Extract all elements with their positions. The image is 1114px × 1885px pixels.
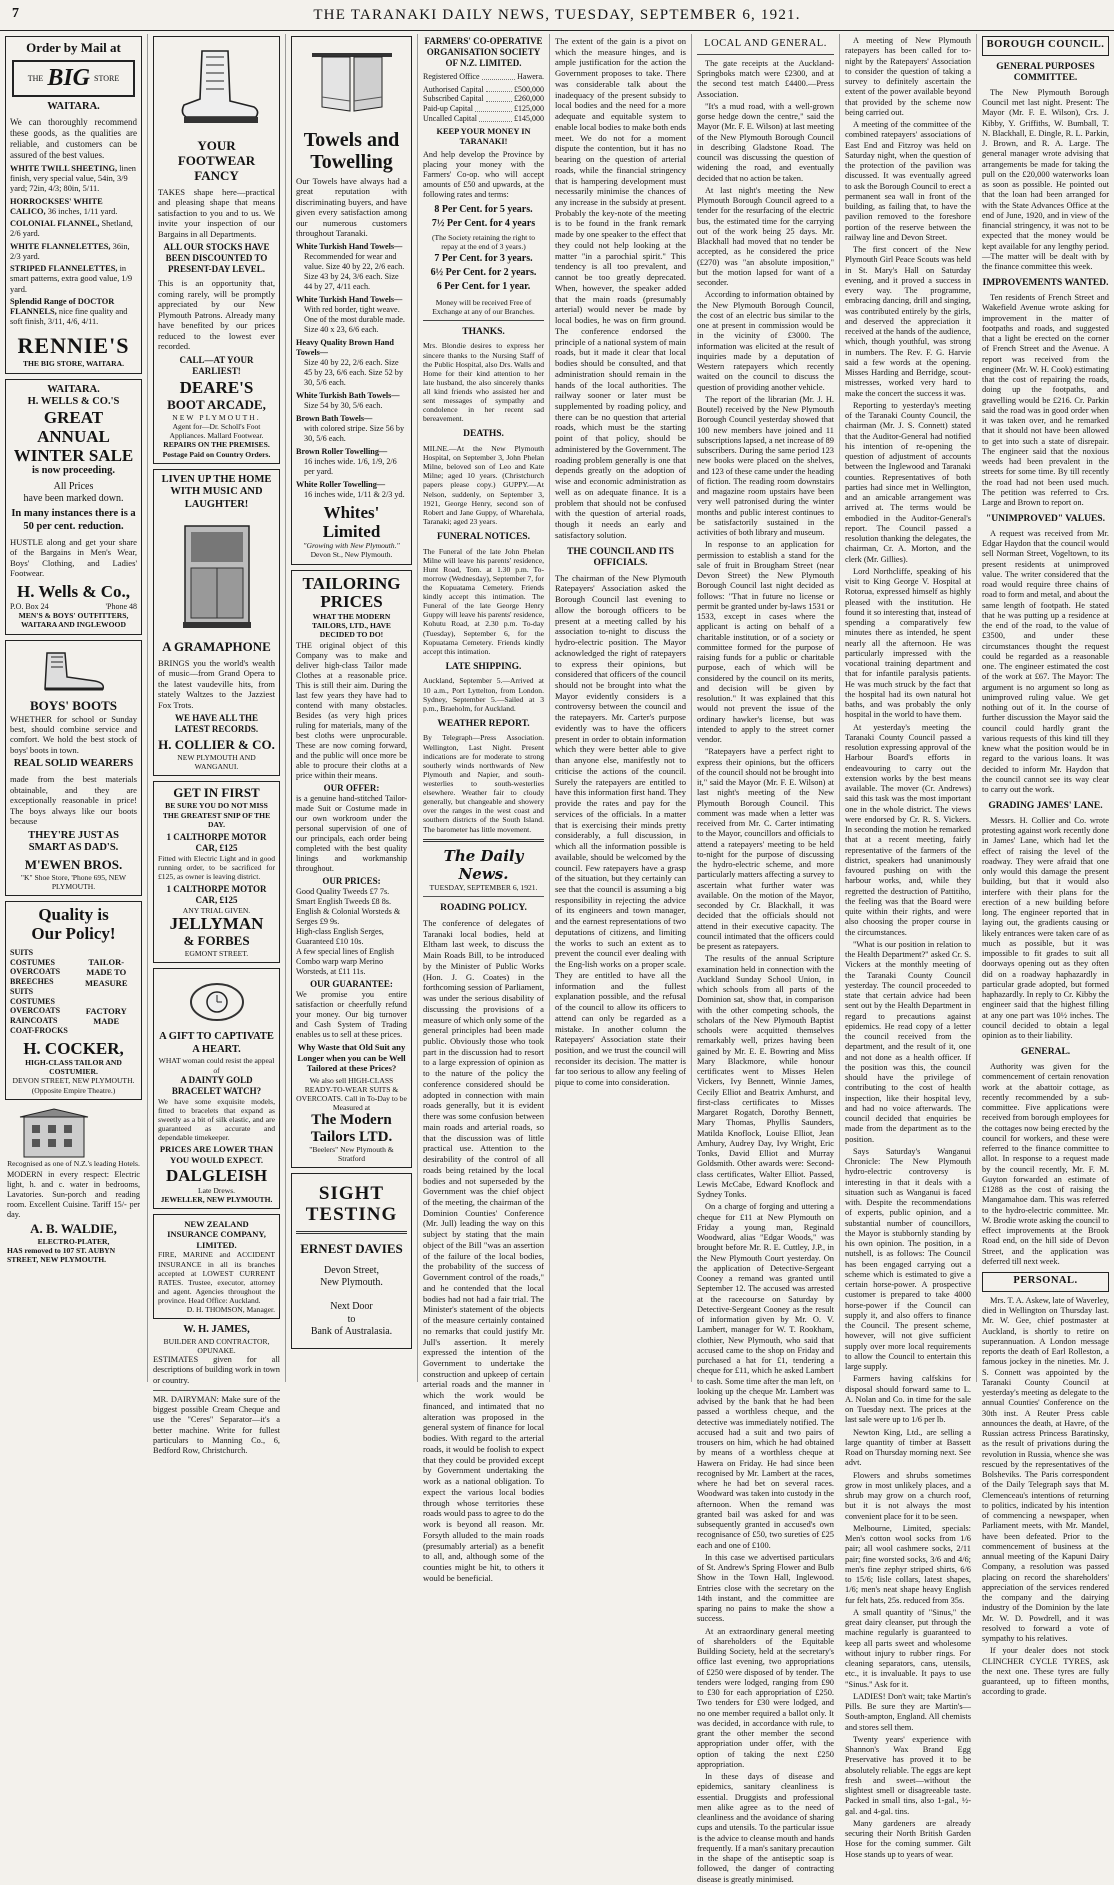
wells-contact [10,602,137,612]
editorial-masthead: The Daily News. [443,846,524,883]
item-name: COLONIAL FLANNEL, [10,219,102,229]
item-name: Heavy Quality Brown Hand Towels— [296,337,394,357]
list-item [296,338,407,388]
boots-body2: made from the best materials obtainable, and they are exceptionally reasonable in price! The boys always like our boots because [10,774,137,827]
list-item [296,414,407,444]
gramophone-cabinet-icon [167,516,267,636]
column-8 [977,34,1114,1697]
davies-name: ERNEST DAVIES [300,1241,403,1256]
jelly-item1d: Fitted with Electric Light and in good running order, to be sacrificed for £125, as owner is leaving district. [158,853,275,881]
news-paragraph: At yesterday's meeting the Taranaki County Council passed a resolution expressing approval of the Harbour Board's efforts in endeavouring to carry out the extension works by the best means available. The mover (Cr. Andrews) said this task was the most important one in the whole district. The views were endorsed by Cr. R. S. Vickers. In seconding the motion he remarked that at a recent meeting, fairly representative of the farmers of the district, speakers had unanimously favoured pushing on with the harbour works, and, while they regretted the destruction of Pattitiho, the feeling was that the Board were quite within their rights, and were also choosing the proper course in the circumstances. [845,722,971,937]
wells-phone: 'Phone 48 [105,601,137,611]
gift-item: A DAINTY GOLD BRACELET WATCH? [171,1074,262,1096]
coop-capital-list [423,85,544,124]
list-item [10,164,137,195]
news-paragraph: On a charge of forging and uttering a cheque for £11 at New Plymouth on Friday a young man, Reginald Woodward, alias "Edgar Woods," was brought before Mr. R. E. Cuttley, J.P., in the New Plymouth Court yesterday. On the application of Detective-Sergeant Cooney a remand was granted until September 12. The accused was arrested at the racecourse on Saturday by Detective-Sergeant Cooney as the result of information given by Mr. O. V. Lambert, manager for W. T. Rookham, clothier, New Plymouth, who said that accused came to the shop on Friday and purchased a hat for £1, tendering a cheque for £11, which he asked Lambert to cash. Some time after the man left, on looking up the cheque Mr. Lambert was advised by the bank that he had been passed a worthless cheque, and the detective was immediately notified. The accused had a suit and two pairs of trousers on him, which he had obtained by means of a worthless cheque at Hawera on Friday. He had since been recognised by Mr. Lambert at the races, where he had bet on several races. Woodward was taken into custody in the afternoon. When the remand was granted bail was asked for and was subsequently granted in accused's own recognisance of £50, two sureties of £25 each and one of £100. [697,1202,834,1550]
davies-to: to [347,1313,356,1325]
davies-ad [291,1173,412,1349]
gp-committee-body: The New Plymouth Borough Council met last night. Present: The Mayor (Mr. F. E. Wilson), Crs. J. Kibby, Y. Griffiths, W. Bumball, T. N. Blackhall, E. Dingle, R. L. Parkin, J. Brown, and R. A. Large. The general manager wrote advising that arrangements be made for taking the pull on the £20,000 waterworks loan as soon as possible. He pointed out that the loan had been arranged for with the State Advances Office at the end of June, 1920, and in view of the financial stringency, it was not to be expected that the money would be kept available for any lengthy period.—The matter will be dealt with by the finance committee this week. [982,87,1109,272]
item-name: White Turkish Hand Towels— [296,241,403,251]
news-paragraph: Twenty years' experience with Shannon's Wax Brand Egg Preservative has proved it to be absolutely reliable. The eggs are kept fresh and sweet—without the slightest smell or disagreeable taste. Packed in small tins, also 1-gal., ½-gal. and 4-gal. tins. [845,1734,971,1816]
item-name: White Turkish Bath Towels— [296,390,400,400]
gift-body: WHAT woman could resist the appeal of [158,1056,275,1075]
james-name: W. H. JAMES, [183,1324,250,1336]
list-item: SUITS [10,986,34,996]
news-paragraph: "It's a mud road, with a well-grown gorse hedge down the centre," said the Mayor (Mr. F. E. Wilson) at last meeting of the New Plymouth Borough Council in describing Gladstone Road. The council was discussing the question of widening the road, and eventually decided that no action be taken. [697,101,834,183]
jellyman-name: JELLYMAN [169,914,264,934]
sight-head: SIGHT [318,1183,385,1205]
column-5 [550,34,692,1382]
personal-body: Mrs. T. A. Askew, late of Waverley, died in Wellington on Thursday last. Mr. W. Gee, chief postmaster at Auckland, is shortly to retire on superannuation. A London message reports the death of Earl Rolleston, a famous jockey in the nineties. Mr. J. S. Connett was appointed by the Taranaki County Council at yesterday's meeting as delegate to the annual Counties' Conference on the 30th inst. A Reuter Press cable announces the death, at Havre, of the Russian actress Princess Baratinsky, as the result of privations during the revolution in Russia, whence she was rescued by the representatives of the Bolsheviks. The Paris correspondent of the Daily Telegraph says that M. Clemenceau's intentions of returning to politics, indicated by his intention of commencing a newspaper, when Parliament meets, with Mr. Mandel, have been defeated. Prior to the commencement of business at the annual meeting of the Kapuni Dairy Company, a resolution was passed placing on record the shareholders' appreciation of the services rendered the company and the dairying industry of the Dominion by the late Mr. W. D. Powdrell, and it was resolved to forward a vote of sympathy to his relatives. [982,1295,1109,1644]
thanks-body: Mrs. Blondie desires to express her sincere thanks to the Nursing Staff of the Public Hospital, also Drs. Walls and Home for their kind attention to her late husband, the also sincerely thanks all kind friends who assisted her and sent messages of sympathy and condolence in her recent sad bereavement. [423,341,544,424]
weather-head: WEATHER REPORT. [437,718,530,729]
general-body: Authority was given for the commencement of certain renovation work at the abattoir cottage, as recently recommended by a sub-committee. Five applications were received from borough employees for the cottages now being erected by the council for workers, and these were referred to the finance committee to allot. In response to a request made by the council recently, Mr. F. M. Guyton forwarded an estimate of £1288 as the cost of raising the Mangamahoe dam. This was referred to the hydro-electric committee. Mr. W. Brodie wrote asking the council to effect improvements at the Brook Road end, on the hill side of Devon Street, and the application was deferred till next week. [982,1062,1109,1266]
waldie-name: A. B. WALDIE, [30,1220,117,1236]
list-item [296,480,407,500]
nzins-mgr: D. H. THOMSON, Manager. [186,1305,275,1315]
capital-label: Uncalled Capital [423,113,477,123]
deaths-body: MILNE.—At the New Plymouth Hospital, on September 3, John Phelan Milne, beloved son of Leo and Kate Milne; aged 10 years. (Christchurch papers please copy.) GUPPY.—At Nelson, suddenly, on September 3, 1921, George Henry, second son of Robert and Jane Guppy, of Wharehala, Taranaki; aged 23 years. [423,443,544,526]
news-paragraph: At an extraordinary general meeting of shareholders of the Equitable Building Society, held at the secretary's office last evening, two appropriations of £250 were disposed of by tender. The tenders were lodged, ranging from £90 to £30 for each appropriation of £250. Two tenders for £30 were lodged, and no one member required a ballot only. It was decided, in accordance with rule, to grant the other member the second appropriation under offer, with the option of taking the next £250 appropriation. [697,1626,834,1769]
item-detail: 36 inches, 1/11 yard. [47,206,118,216]
shipping-body: Auckland, September 5.—Arrived at 10 a.m., Port Lyttelton, from London. Sydney, September 5.—Sailed at 3 p.m., Braeholm, for Auckland. [423,676,544,713]
column-6 [692,34,840,1884]
james-lane-body: Messrs. H. Collier and Co. wrote protesting against work recently done in James' Lane, which had let the effect of raising the level of the roadway. They were afraid that one only would this damage the present building, but that it would also interfere with their plans for the erection of a new building before long. The engineer reported that in laying out, the gradients causing or likely entrances were taken care of as much as possible, but it was impossible to fit grades to suit all doorways opening out as they often did on a roadway haphazardly in particular grade adopted, but formed haphazardly. In reply to Cr. Kibby the engineer said that the highest filling at any one part was 10½ inches. The council decided to obtain a legal opinion as to their liability. [982,815,1109,1041]
coop-keep: KEEP YOUR MONEY IN TARANAKI! [436,126,531,146]
rate-item: (The Society retaining the right to repay at the end of 3 years.) [431,232,536,251]
clincher-notice: If your dealer does not stock CLINCHER CYCLE TYRES, ask the next one. These tyres are fully guaranteed, up to fifteen months, according to grade. [982,1646,1109,1697]
item-detail: in smart patterns, extra good value, 1/9 yard. [10,264,133,294]
leader-dots [486,94,512,102]
tailors-q: Why Waste that Old Suit any Longer when you can be Well Tailored at these Prices? [297,1042,406,1074]
modern-tailors-ad [291,570,412,1169]
item-detail: With red border, tight weave. One of the most durable made. Size 40 x 23, 6/6 each. [304,304,405,334]
wells-l1b: MEN'S & BOYS' OUTFITTERS, [18,611,129,621]
list-item [296,447,407,477]
capital-row [423,104,544,114]
unimproved-body: A request was received from Mr. Edgar Haydon that the council would sell Norman Street, Vogeltown, to its present residents at unimproved value. The writer considered that the road would require three chains of road to form and metal, and about the same length of footpath. He stated that he was putting up a residence at the end of the road, to the value of £3500, and under these circumstances thought the request could be regarded as a reasonable one. The engineer estimated the cost of the work at £67. The Mayor: The argument is no argument so long as unimproved ruling value. We get nothing out of it. In the course of further discussion the Mayor said the council could hardly grant the various requests of this kind till they knew what the position would be in regard to the various loans. It was decided to inform Mr. Haydon that the council cannot see its way clear to carry out the work. [982,528,1109,795]
borough-council-head: BOROUGH COUNCIL. [982,36,1109,56]
news-paragraph: Melbourne, Limited, specials: Men's cotton wool socks from 1/6 pair; all wool cashmere socks, 2/11 pair; fine worsted socks, 3/6 and 4/6; men's fine zephyr striped shirts, 6/6 to 15/6; lisle collars, latest shapes, 1/6; men's neat shape heavy English fur felt hats, 25s. reduced from 35s. [845,1523,971,1605]
item-detail: with colored stripe. Size 56 by 30, 5/6 each. [304,423,405,443]
wells-sale-ad [5,379,142,635]
roading-policy-head: ROADING POLICY. [440,903,527,914]
coop-foot: Money will be received Free of Exchange at any of our Branches. [432,297,535,316]
mewen-addr: "K" Shoe Store, 'Phone 695, NEW PLYMOUTH. [20,873,127,892]
wells-l3: have been marked down. [23,493,124,505]
hotel-building-icon [14,1107,134,1159]
james-sub: BUILDER AND CONTRACTOR, [163,1336,270,1346]
page-corner-mark: 7 [12,6,19,21]
cocker-addr: DEVON STREET, NEW PLYMOUTH. [12,1076,135,1086]
list-item: RAINCOATS [10,1016,58,1026]
tailors-also: We also sell HIGH-CLASS READY-TO-WEAR SUITS & OVERCOATS. Call in To-Day to be Measured at [296,1075,407,1112]
mewen-firm: M'EWEN BROS. [24,857,123,873]
item-name: Splendid Range of DOCTOR FLANNELS, [10,296,115,317]
towels-body: Our Towels have always had a great reputation with discriminating buyers, and have given every satisfaction among our numerous customers throughout Taranaki. [296,176,407,239]
wells-l2b: WAITARA AND INGLEWOOD [21,620,126,630]
council-officials-head: THE COUNCIL AND ITS OFFICIALS. [567,546,674,569]
capital-row [423,85,544,95]
get-in-first: GET IN FIRST [173,785,260,801]
forbes-name: & FORBES [183,932,250,948]
whites-tag: "Growing with New Plymouth." [303,541,400,551]
list-item: OVERCOATS [10,1006,61,1016]
unimproved-head: "UNIMPROVED" VALUES. [986,514,1105,525]
coop-head: FARMERS' CO-OPERATIVE ORGANISATION SOCIETY OF N.Z. LIMITED. [424,36,543,68]
boys-boots-head: BOYS' BOOTS [29,697,118,713]
wells-body: HUSTLE along and get your share of the Bargains in Men's Wear, Boys' Clothing, and Ladies' Footwear. [10,536,137,579]
wells-box: P.O. Box 24 [10,601,49,611]
coop-reg-label: Registered Office [423,71,480,81]
boots-head2: REAL SOLID WEARERS [13,758,134,770]
big-store-ad [5,36,142,374]
column-7 [840,34,977,1859]
towel-items [296,242,407,500]
boot-icon [39,649,109,695]
cocker-addr2: (Opposite Empire Theatre.) [31,1085,116,1095]
davies-bank: Bank of Australasia. [310,1325,393,1337]
whites-addr: Devon St., New Plymouth. [310,550,393,560]
big-store-logo [12,60,135,97]
davies-addr1: Devon Street, [324,1264,379,1276]
improvements-head: IMPROVEMENTS WANTED. [982,278,1109,289]
quality-is: Quality is [38,905,109,925]
news-paragraph: According to information obtained by the New Plymouth Borough Council, the cost of an electric bus similar to the one at present in commission would be in the vicinity of £3000. The information was elicited at the result of inquiries made by a deputation of Western ratepayers which recently waited on the council to discuss the question of providing another vehicle. [697,290,834,392]
boots-body: WHETHER for school or Sunday best, should combine service and comfort. We hold the best stock of boys' boots in town. [10,713,137,755]
deares-repairs: REPAIRS ON THE PREMISES. Postage Paid on Country Orders. [162,440,271,459]
collier-town: NEW PLYMOUTH AND WANGANUI. [177,753,256,772]
rate-item: 7½ Per Cent. for 4 years [431,218,536,230]
offer-body: is a genuine hand-stitched Tailor-made Suit or Costume made in our own workroom under the personal supervision of one of our principals, each order being completed with the best quality linings and workmanship throughout. [296,794,407,874]
masthead-title: THE TARANAKI DAILY NEWS, TUESDAY, SEPTEMBER 6, 1921. [313,7,801,23]
cocker-left-list [10,948,72,1036]
capital-value: £260,000 [514,94,544,104]
item-name: Brown Roller Towelling— [296,446,388,456]
gift-body2: We have some exquisite models, fitted to bracelets that expand as sweetly as a bit of silk elastic, and are guaranteed as accurate and dependable timekeeper. [158,1096,275,1142]
gramophone-head: A GRAMAPHONE [162,639,271,655]
news-paragraph: The first concert of the New Plymouth Girl Peace Scouts was held in St. Mary's Hall on Saturday evening, and it proved a success in every way. The programme, embracing dancing, drill and singing, was contributed entirely by the girls, and deserved the appreciation it received at the hands of the audience, which, though youthful, was strong in numbers. The Rev. F. G. Harvie said a few words at the opening. Misses Harding and Berridge, scout-mistresses, worked very hard to make the concert the success it was. [845,245,971,398]
james-ad [153,1324,280,1456]
deares-town: NEW PLYMOUTH. [172,413,261,423]
logo-big: BIG [47,64,91,91]
wells-l4: In many instances there is a 50 per cent. reduction. [11,508,136,533]
whites-name: Whites' Limited [322,502,381,541]
item-name: WHITE FLANNELETTES, [10,241,113,251]
list-item [296,391,407,411]
waldie-sub: ELECTRO-PLATER, [37,1236,110,1246]
shipping-head: LATE SHIPPING. [445,661,522,672]
weather-body: By Telegraph—Press Association. Wellington, Last Night. Present indications are for moderate to strong southerly winds northwards of New Plymouth and Napier, and south-westerlies to south-westerlies elsewhere. Weather fair to cloudy generally, but changeable and showery over the ranges in the west coast and southern districts of the South Island. The barometer has little movement. [423,733,544,834]
column-1 [0,34,148,1382]
deaths-head: DEATHS. [463,429,504,440]
news-paragraph: The report of the librarian (Mr. J. H. Boutel) received by the New Plymouth Borough Council yesterday showed that 100 new members have joined and 11 subscriptions lapsed, a net increase of 89 subscribers. During the same period 123 new books were placed on the shelves, and 123 of these came under the heading of fiction. The reading room downstairs and magazine room upstairs have been very well patronised during the winter months and public interest continues to be satisfactorily sustained in the activities of both library and museum. [697,394,834,538]
james-lane-head: GRADING JAMES' LANE. [988,801,1103,812]
liven-up: LIVEN UP THE HOME [161,473,272,485]
item-name: HORROCKSES' WHITE CALICO, [10,196,103,216]
coop-ad [423,36,544,321]
list-item [10,297,137,328]
tailoring-head: TAILORING [302,573,401,593]
collier-ad [153,469,280,777]
testing-head: TESTING [305,1204,398,1226]
price-1: Good Quality Tweeds £7 7s. [296,887,390,897]
personal-head: PERSONAL. [982,1272,1109,1292]
news-paragraph: Farmers having calfskins for disposal should forward same to L. A. Nolan and Co. in time for the sale on Tuesday next. The prices at the last sale were up to 1/6 per lb. [845,1374,971,1425]
big-store-town: WAITARA. [47,101,100,113]
local-general-continued [845,36,971,1860]
fancy-body2: This is an opportunity that, coming rarely, will be promptly appreciated by our New Plymouth Patrons. Already many have benefited by our prices reduced to the lowest ever recorded. [158,278,275,352]
item-detail: Recommended for wear and value. Size 40 by 22, 2/6 each. Size 43 by 24, 3/6 each. Size 44 by 27, 4/11 each. [304,251,405,291]
boot-arcade: BOOT ARCADE, [167,397,266,413]
price-3: English & Colonial Worsteds & Serges £9 9s. [296,907,401,927]
jelly-any: ANY TRIAL GIVEN. [182,905,251,915]
tailors-sub: WHAT THE MODERN TAILORS, LTD., HAVE DECIDED TO DO! [312,611,391,640]
fancy-call: CALL—AT YOUR EARLIEST! [179,354,254,376]
news-paragraph: Says Saturday's Wanganui Chronicle: The New Plymouth hydro-electric controversy is interesting in that it deals with a situation such as Wanganui is faced with. Despite the recommendations of experts, public opinion, and a substantial number of councillors, the Mayor is stubbornly standing by his own opinion. The position, in a nutshell, is as follows: The Council has been engaged carrying out a scheme which is estimated to give a certain horse-power. A prospective customer is prepared to take 4000 horse-power if the Council can supply it, and also offers to finance the Council. The present scheme, however, will not give sufficient supply over more local requirements to allow the Council to entertain this large supply. [845,1146,971,1371]
james-town: OPUNAKE. [197,1346,236,1356]
rennie-name: RENNIE'S [17,332,130,358]
wells-l1: is now proceeding. [32,465,115,477]
modern-tailors-name: The Modern Tailors LTD. [310,1112,393,1145]
gift-head: A GIFT TO CAPTIVATE A HEART. [159,1030,274,1055]
fancy-all: ALL OUR STOCKS HAVE BEEN DISCOUNTED TO PRESENT-DAY LEVEL. [163,242,270,275]
thanks-head: THANKS. [462,326,505,337]
item-detail: 16 inches wide, 1/11 & 2/3 yd. [304,489,405,499]
list-item [10,242,137,263]
prices-h: OUR PRICES: [322,876,381,887]
news-paragraph: The gate receipts at the Auckland-Springboks match were £2300, and at the second test match £4400.—Press Association. [697,58,834,99]
towels-head: Towels and [303,129,400,151]
column-4 [418,34,550,1583]
item-name: WHITE TWILL SHEETING, [10,163,120,173]
cocker-firm: H. COCKER, [23,1038,124,1058]
item-detail: nice fine quality and soft finish, 3/11, 4/6, 4/11. [10,307,128,327]
leader-dots [479,114,512,122]
capital-value: £500,000 [514,84,544,94]
deares-agent: Agent for—Dr. Scholl's Foot Appliances. Mallard Footwear. [169,422,264,441]
news-paragraph: Newton King, Ltd., are selling a large quantity of timber at Bassett Road on Thursday morning next. See advt. [845,1427,971,1468]
dalgleish-late: Late Drews. [197,1185,236,1195]
item-name: White Turkish Hand Towels— [296,294,403,304]
your-head: YOUR [197,138,236,153]
leader-dots [475,104,512,112]
general-head: GENERAL. [1020,1047,1071,1058]
tailors-addr: "Beelers" New Plymouth & Stratford [309,1145,394,1164]
list-item [10,264,137,295]
jelly-sub: BE SURE YOU DO NOT MISS THE GREATEST SNIP OF THE DAY. [162,801,271,829]
masthead [0,0,1114,31]
editorial-dateline: TUESDAY, SEPTEMBER 6, 1921. [429,883,538,893]
roading-policy-continued: The extent of the gain is a pivot on which the measure hinges, and is ample justification for the action the Government proposes to take. There was considerable talk about the inadequacy of the present subsidy to local bodies and the need for a more adequate and equitable system to enable local bodies to make both ends meet. We do not for a moment dispute the contention, but it has no bearing on the question of arterial roads, while the financial stringency that is hampering development must necessarily minimise the chances of any increase in the subsidy at present. Probably the key-note of the meeting is to be found in the frank remark made by one speaker to the effect that they could not help looking at the matter "in a parochial spirit." This tendency is all too prevalent, and cannot be too greatly deprecated. When, however, the speaker added that the main roads (presumably arterial) would never be made by local bodies, he was on firm ground. The conference endorsed the principle of a national system of main roads, but it made it clear that local bodies should be consulted, and that administration should remain in the hands of the local authorities. The railway sooner or later must be supplemented by roading policy, and there can be no question that arterial roads, which must be the starting point of that policy, should be administered by the Government. The roading problem generally is one that depends greatly on the adoption of wise and economic administration as well as on adequate finance. It is a problem that should not be confused with the question of arterial roads, though it needs an early and satisfactory solution. [555,36,686,540]
list-item: COSTUMES [10,996,55,1006]
logo-the: THE [27,73,44,83]
dalgleish-ad [153,968,280,1209]
list-item: OVERCOATS [10,967,61,977]
news-paragraph: A small quantity of "Sinus," the great dairy cleanser, put through the machine regularly is guaranteed to keep all parts sweet and wholesome without injury to rubber rings. For cleaning separators, cans, utensils, etc., it is invaluable. It pays to use "Sinus." Ask for it. [845,1607,971,1689]
rate-item: 6 Per Cent. for 1 year. [436,281,531,293]
council-officials-body: The chairman of the New Plymouth Ratepayers' Association asked the Borough Council last evening to allow the borough officers to be present at a meeting called by his association to-night to discuss the hydro-electric position. The Mayor acknowledged the right of ratepayers to express their opinions, but considered that officers of the council should not be brought into what the Mayor evidently considers is a controversy between the council and the ratepayers. Mr. Carter's purpose evidently was to have the officers present in order to obtain information which they were better able to give than anyone else, manifestly not to criticise the actions of the council. Surely the ratepayers are entitled to have this information first hand. They provide the rates and pay for the services of the officials. In a matter that is exercising their minds pretty considerably, a full discussion, in which all the information possible is available, should be welcomed by the council. Few ratepayers have a grasp of the situation, but they certainly can see that the council is assuming a big responsibility in rejecting the advice of its engineers and town manager, and the earnest representations of two deputations of citizens, and limiting the works to such an extent as to prevent the council ever dealing with the Eng-lish works on a proper scale. They are entitled to have all the information and the fullest explanation possible, and the refusal of the council to allow its officers to attend can only be regarded as a mistake. In another column the Ratepayers' Association state their position, and we trust the council will reconsider its decision. The matter is far too serious to allow any feeling of pique to come into consideration. [555,572,686,1088]
news-paragraph: A meeting of the committee of the combined ratepayers' associations of East End and Fitzroy was held on Saturday night, when the question of the protection of the pavilion was discussed. It was eventually agreed to ask the Borough Council to erect a permanent sea wall in front of the building, as failing that, to have the pavilion removed to the foreshore portion of the reserve between the railway line and Devon Street. [845,120,971,242]
hotel-caption: Recognised as one of N.Z.'s leading Hotels. [7,1158,140,1168]
our-policy: Our Policy! [31,924,116,944]
jelly-item1: 1 CALTHORPE MOTOR CAR, £125 [166,831,267,853]
bracelet-watch-icon [187,977,247,1027]
news-paragraph: At last night's meeting the New Plymouth Borough Council agreed to a tender for the resurfacing of the electric bus, the estimated time for the carrying out of the work being 25 days. Mr. Blackhall had moved that no tender be accepted, as he considered the price (£270) was "an absolute imposition," but the motion lapsed for want of a seconder. [697,185,834,288]
funeral-head: FUNERAL NOTICES. [437,531,530,542]
jelly-item2: 1 CALTHORPE MOTOR CAR, £125 [166,884,267,905]
list-item [296,295,407,335]
coop-reg [423,72,544,82]
big-store-body: We can thoroughly recommend these goods, as the qualities are reliable, and customers can be assured of the best values. [10,117,137,160]
tailor-made: TAILOR-MADE TO MEASURE [84,956,128,988]
news-paragraph: "What is our position in relation to the Health Department?" asked Cr. S. Vickers at the monthly meeting of the Taranaki County Council yesterday. The council proceeded to state that certain advice had been sent out by the Health Department in regard to precautions against epidemics. He read copy of a letter the council received from the department, and the result of it, one and not done as a health officer. If the position was this, the council should have the privilege of contributing to the cost of health inspection, like their hospital levy, and had no voice afterwards. The council decided that enquiries be made from the department as to the position. [845,939,971,1144]
news-paragraph: Flowers and shrubs sometimes grow in most unlikely places, and a shrub may grow on a church roof, but it is not always the most convenient place for it to be seen. [845,1470,971,1521]
coop-reg-value: Hawera. [517,71,544,81]
capital-value: £145,000 [514,113,544,123]
improvements-body: Ten residents of French Street and Wakefield Avenue wrote asking for improvement in the matter of footpaths and roads, and suggested that a light be erected on the corner of French Street and the Avenue. A report was received from the engineer (Mr. W. H. Cook) estimating that the cost of repairing the roads, doing up the footpaths, and gravelling would be £216. Cr. Parkin said the road was in good order when it was taken over, and he remarked that it should not have been allowed to get into such a state of disrepair. The engineer said that the noxious weeds had been prevalent in the streets for some time. By till recently the road had not been used much. The petition was referred to Crs. Large and Brown to report on. [982,293,1110,508]
gift-prices: PRICES ARE LOWER THAN YOU WOULD EXPECT. [159,1144,274,1165]
fancy-body: TAKES shape here—practical and pleasing shape that means satisfaction to you and to us. We invite your inspection of our Bargains in all Departments. [158,186,275,239]
list-item [10,197,137,218]
logo-store: STORE [94,73,120,83]
guar-body: We promise you entire satisfaction or cheerfully refund your money. Our big turnover and Cash System of Trading enables us to sell at these prices. [296,990,407,1040]
waldie-ad [5,1105,142,1266]
collier-body: BRINGS you the world's wealth of music—from Grand Opera to the latest vaudeville hits, from stately Waltzes to the Jazziest Fox Trots. [158,657,275,710]
jellyman-ad [153,781,280,962]
guar-head: OUR GUARANTEE: [310,979,393,990]
towel-rack-icon [302,45,402,125]
list-item [10,219,137,240]
deares-name: DEARE'S [179,378,254,398]
capital-value: £125,000 [514,104,544,114]
laughter: LAUGHTER! [184,499,249,511]
funeral-body: The Funeral of the late John Phelan Milne will leave his parents' residence, Hunt Road, Tom. at 1.30 p.m. To-morrow (Wednesday), September 7, for the Kopuatama Cemetery. Friends kindly accept this intimation. The Funeral of the late George Henry Guppy will leave his parents' residence, Kohutu Road, at 2.30 p.m. To-day (Tuesday), September 6, for the Kopuatama Cemetery. Friends kindly accept this intimation. [423,546,544,656]
capital-label: Authorised Capital [423,84,484,94]
item-detail: Size 54 by 30, 5/6 each. [304,400,383,410]
james-body: ESTIMATES given for all descriptions of building work in town or country. [153,1355,280,1385]
cocker-sub: HIGH-CLASS TAILOR AND COSTUMIER. [25,1058,122,1077]
hotel-body: MODERN in every respect: Electric light, h. and c. water in bedrooms, Lavatories. Sun-porch and reading room. Excellent Cuisine. Tariff 15/- per day. [7,1169,140,1219]
collier-firm: H. COLLIER & CO. [158,737,275,753]
price-4: High-class English Serges, Guaranteed £10 10s. [296,927,384,947]
wells-town: WAITARA. [47,383,100,395]
jelly-addr: EGMONT STREET. [184,948,249,958]
mewen-boots-ad [5,640,142,897]
leader-dots [486,85,512,93]
item-name: White Roller Towelling— [296,479,386,489]
factory-made: FACTORY MADE [85,1005,127,1027]
news-paragraph: "Ratepayers have a perfect right to express their opinions, but the officers of the council should not be brought into it," said the Mayor (Mr. F. E. Wilson) at last night's meeting of the New Plymouth Borough Council. This comment was made when a letter was received from Mr. C. Carter intimating to the Mayor, councillors and officials to attend a ratepayers' meeting to be held to-night for the purpose of discussing the hydro-electric scheme, and more particularly matters affecting a survey to ascertain what further water was available. On the motion of the Mayor, seconded by Cr. Blackhall, it was decided that the officials should not attend in their executive capacity. The council intimated that the officers could be present as ratepayers. [697,747,834,952]
winter-sale: WINTER SALE [13,445,134,465]
item-detail: 36in, 2/3 yard. [10,241,130,261]
great-annual: GREAT ANNUAL [37,408,110,446]
list-item: COAT-FROCKS [10,1025,68,1035]
item-detail: 16 inches wide. 1/6, 1/9, 2/6 per yard. [304,456,397,476]
waldie-foot: HAS removed to 107 ST. AUBYN STREET, NEW PLYMOUTH. [7,1245,116,1264]
capital-row [423,94,544,104]
offer-head: OUR OFFER: [323,783,380,794]
price-2: Smart English Tweeds £8 8s. [296,897,392,907]
coop-rates [423,204,544,293]
capital-label: Subscribed Capital [423,94,484,104]
rate-item: 7 Per Cent. for 3 years. [434,253,533,265]
news-paragraph: In these days of disease and epidemics, sanitary cleanliness is essential. Druggists and professional men alike agree as to the need of cleanliness and the avoidance of sharing cups and utensils. To the particular issue is the advice to cleanse mouth and hands frequently. If a man's sanitary precaution in the shape of the antiseptic soap is followed, the danger of contracting disease is greatly minimised. [697,1772,834,1884]
news-paragraph: Many gardeners are already securing their North British Garden Hose for the coming summer. Gilt Hose stands up to years of wear. [845,1818,971,1859]
ceres-body: MR. DAIRYMAN: Make sure of the biggest possible Cream Cheque and use the "Ceres" Separator—it's a better machine. Write for fullest particulars to Manning Co., 6, Bedford Row, Christchurch. [153,1394,280,1456]
footwear-fancy-head: FOOTWEAR FANCY [177,152,256,183]
prices-head: PRICES [320,592,383,612]
wells-firm: H. WELLS & CO.'S [27,396,120,408]
item-name: STRIPED FLANNELETTES, [10,264,120,274]
dalgleish-name: DALGLEISH [165,1166,268,1186]
next-door: Next Door [330,1301,373,1313]
deares-ad [153,36,280,464]
list-item: BREECHES [10,977,54,987]
column-2 [148,34,286,1456]
big-store-items [10,164,137,328]
tailors-body: THE original object of this Company was to make and deliver high-class Tailor made Clothes at a reasonable price. This is still their aim. During the last few years they have had to contend with many obstacles. Besides (as very high prices ruling for materials, many of the best cloths were unprocurable. These are now coming forward, and the public will once more be able to procure their cloths at a price within their means. [296,641,407,781]
big-store-headline: Order by Mail at [26,40,121,55]
news-paragraph: The results of the annual Scripture examination held in connection with the Auckland Sunday School Union, in which schools from all parts of the Dominion sat, show that, in comparison with the other competing schools, the scholars of the New Plymouth Baptist schools were acquitted themselves remarkably well, prizes having been gained by Mr. E. E. Bowring and Miss Mary Blackmore, while honour certificates went to Misses Helen Vickers, Ivy Bennett, Winnie James, Cecily Elliot and Beatrix Amhurst, and first-class certificates to Misses Margaret Rogatch, Dorothy Bennett, Mary Thomas, Phyllis Saunders, Matilda Knoflock, Louise Elliot, Jean Amhury, Audrey Day, Ivy Wright, Eric Tonks, David Elliot and Murray Goldsmith. Other awards were: Second-class certificates, Walter Elliot. Passed, Lewis McCabe, Edward Knoflock and Sydney Tonks. [697,954,834,1200]
local-general-head: LOCAL AND GENERAL. [697,36,834,55]
item-detail: linen finish, very special value, 54in, 3/9 yard; 72in, 4/3; 80in, 5/11. [10,163,136,194]
towelling-head: Towelling [310,151,393,173]
boots-tag: THEY'RE JUST AS SMART AS DAD'S. [28,829,119,854]
item-detail: Size 40 by 22, 2/6 each. Size 45 by 23, 6/6 each. Size 52 by 30, 5/6 each. [304,357,403,387]
list-item: COSTUMES [10,957,55,967]
collier-rec: WE HAVE ALL THE LATEST RECORDS. [174,713,259,735]
news-paragraph: Reporting to yesterday's meeting of the Taranaki County Council, the chairman (Mr. J. S. Connett) stated that the Auditor-General had notified his intention of re-opening the question of adjustment of accounts between the Inglewood and Taranaki counties. Representatives of both parties had since met in Wellington, and an amicable arrangement was arrived at. The terms would be embodied in the Auditor-General's report. The Council passed a resolution thanking the delegates, the chairman, Cr. A. Morton, and the clerk (Mr. Gillies). [845,400,971,564]
news-paragraph: In response to an application for permission to establish a stand for the sale of fruit in Brougham Street (near Devon Street) the New Plymouth Borough Council last night decided as follows: "That in future no license or permit be granted under by-laws 1531 or 1533, except in cases where the applicant is acting on behalf of a charitable institution, or of a society or committee formed for the purpose of raising funds for a public or charitable purpose, each of which will be considered by the council on its merits, and decision will be given by resolution." It was explained that this would not prevent the issue of the ordinary hawker's license, but was intended to apply to the street corner vendor. [697,540,834,745]
roading-policy-body: The conference of delegates of Taranaki local bodies, held at Eltham last week, to discuss the Main Roads Bill, to be introduced by the Minister of Public Works (Hon. J. G. Coates) in the forthcoming session of Parliament, was under the serious disability of discussing the provisions of a measure of which only some of the general principles had been made public. Obviously those who took part in the discussion had to resort to a large expression of opinion as to the nature of the policy the conference considered should be adopted in connection with main roads generally, but it is evident there was some confusion between main roads and arterial roads, so that the discussion was of little practical use. Attention to the desirability of the control of all roads being retained by the local bodies and not superseded by the Government was the chief object of the meeting, the chairman of the Dominion Counties' Conference (Mr. Jull) leading the way on this subject by stating that the main object of the Bill "was an assertion of the failure of the local bodies, the probability of the success of Government control of the roads," and he contended that the local bodies had not had a fair trial. The Minister's statement of the objects of the measure certainly contained no remarks that could justify Mr. Jull's assertion. It merely expressed the intention of the Government to undertake the construction and upkeep of certain arterial roads and the manner in which the work would be financed, and intimated that no alteration was proposed in the general system of finance for local bodies. With regard to the arterial roads, it would be foolish to expect that they could be provided except by Government undertaking the work as a national obligation. To expect the various local bodies through whose territories these roads would pass to agree to do the work is beyond all reason. Mr. Forsyth alluded to the main roads (presumably arterial) as a benefit to all, and, although some of the counties might be hit, to others it would be beneficial. [423,917,545,1583]
list-item: SUITS [10,947,34,957]
news-paragraph: In this case we advertised particulars of St. Andrew's Spring Flower and Bulb Show in the Town Hall, Inglewood. Entries close with the secretary on the 14th instant, and the committee are sparing no pains to make the show a success. [697,1552,834,1624]
price-5: A few special lines of English Combo warp warp Merino Worsteds, at £11 11s. [296,947,395,977]
wells-name: H. Wells & Co., [16,581,131,601]
gp-committee-head: GENERAL PURPOSES COMMITTEE. [996,61,1095,84]
wells-l2: All Prices [53,481,94,493]
news-paragraph: A meeting of New Plymouth ratepayers has been called for to-night by the Ratepayers' Association to consider the question of taking a survey to definitely ascertain the extent of the power available beyond that provided by the scheme now being carried out. [845,36,971,117]
coop-body: And help develop the Province by placing your money with the Farmers' Co-op. who will accept amounts of £50 and upwards, at the following rates and terms: [423,150,544,200]
item-detail: Shetland, 2/6 yard. [10,219,133,239]
music: WITH MUSIC AND [170,486,263,498]
rate-item: 8 Per Cent. for 5 years. [434,204,533,216]
nzins-body: FIRE, MARINE and ACCIDENT INSURANCE in all its branches accepted at LOWEST CURRENT RATES. Trustee, executor, attorney and agent. Agencies throughout the province. Head Office: Auckland. [158,1250,275,1305]
shoe-illustration-icon [172,45,262,135]
item-name: Brown Bath Towels— [296,413,373,423]
news-paragraph: LADIES! Don't wait; take Martin's Pills. Be sure they are Martin's—South-ampton, England. All chemists and stores sell them. [845,1691,971,1732]
nzins-head: NEW ZEALAND INSURANCE COMPANY, LIMITED. [167,1218,266,1250]
capital-row [423,114,544,124]
nz-insurance-ad [153,1214,280,1319]
news-paragraph: Lord Northcliffe, speaking of his visit to King George V. Hospital at Rotorua, expressed himself as highly pleased with the institution. He found it so interesting that, instead of spending a comparatively few minutes there as intended, he spent nearly all the afternoon. He was particularly impressed with the vocational training department and that for infantile paralysis patients. He was much struck by the fact that the hospital had its own natural hot baths, and was probably the only hospital in the world to have them. [845,566,971,720]
rennie-sub: THE BIG STORE, WAITARA. [22,359,125,369]
davies-addr2: New Plymouth. [320,1277,383,1289]
local-general-body [697,59,834,1885]
cocker-ad [5,901,142,1099]
capital-label: Paid-up Capital [423,104,473,114]
list-item [296,242,407,292]
rate-item: 6½ Per Cent. for 2 years. [430,267,537,279]
dalgleish-town: JEWELLER, NEW PLYMOUTH. [160,1194,273,1204]
column-3 [286,34,418,1382]
whites-ad [291,36,412,565]
